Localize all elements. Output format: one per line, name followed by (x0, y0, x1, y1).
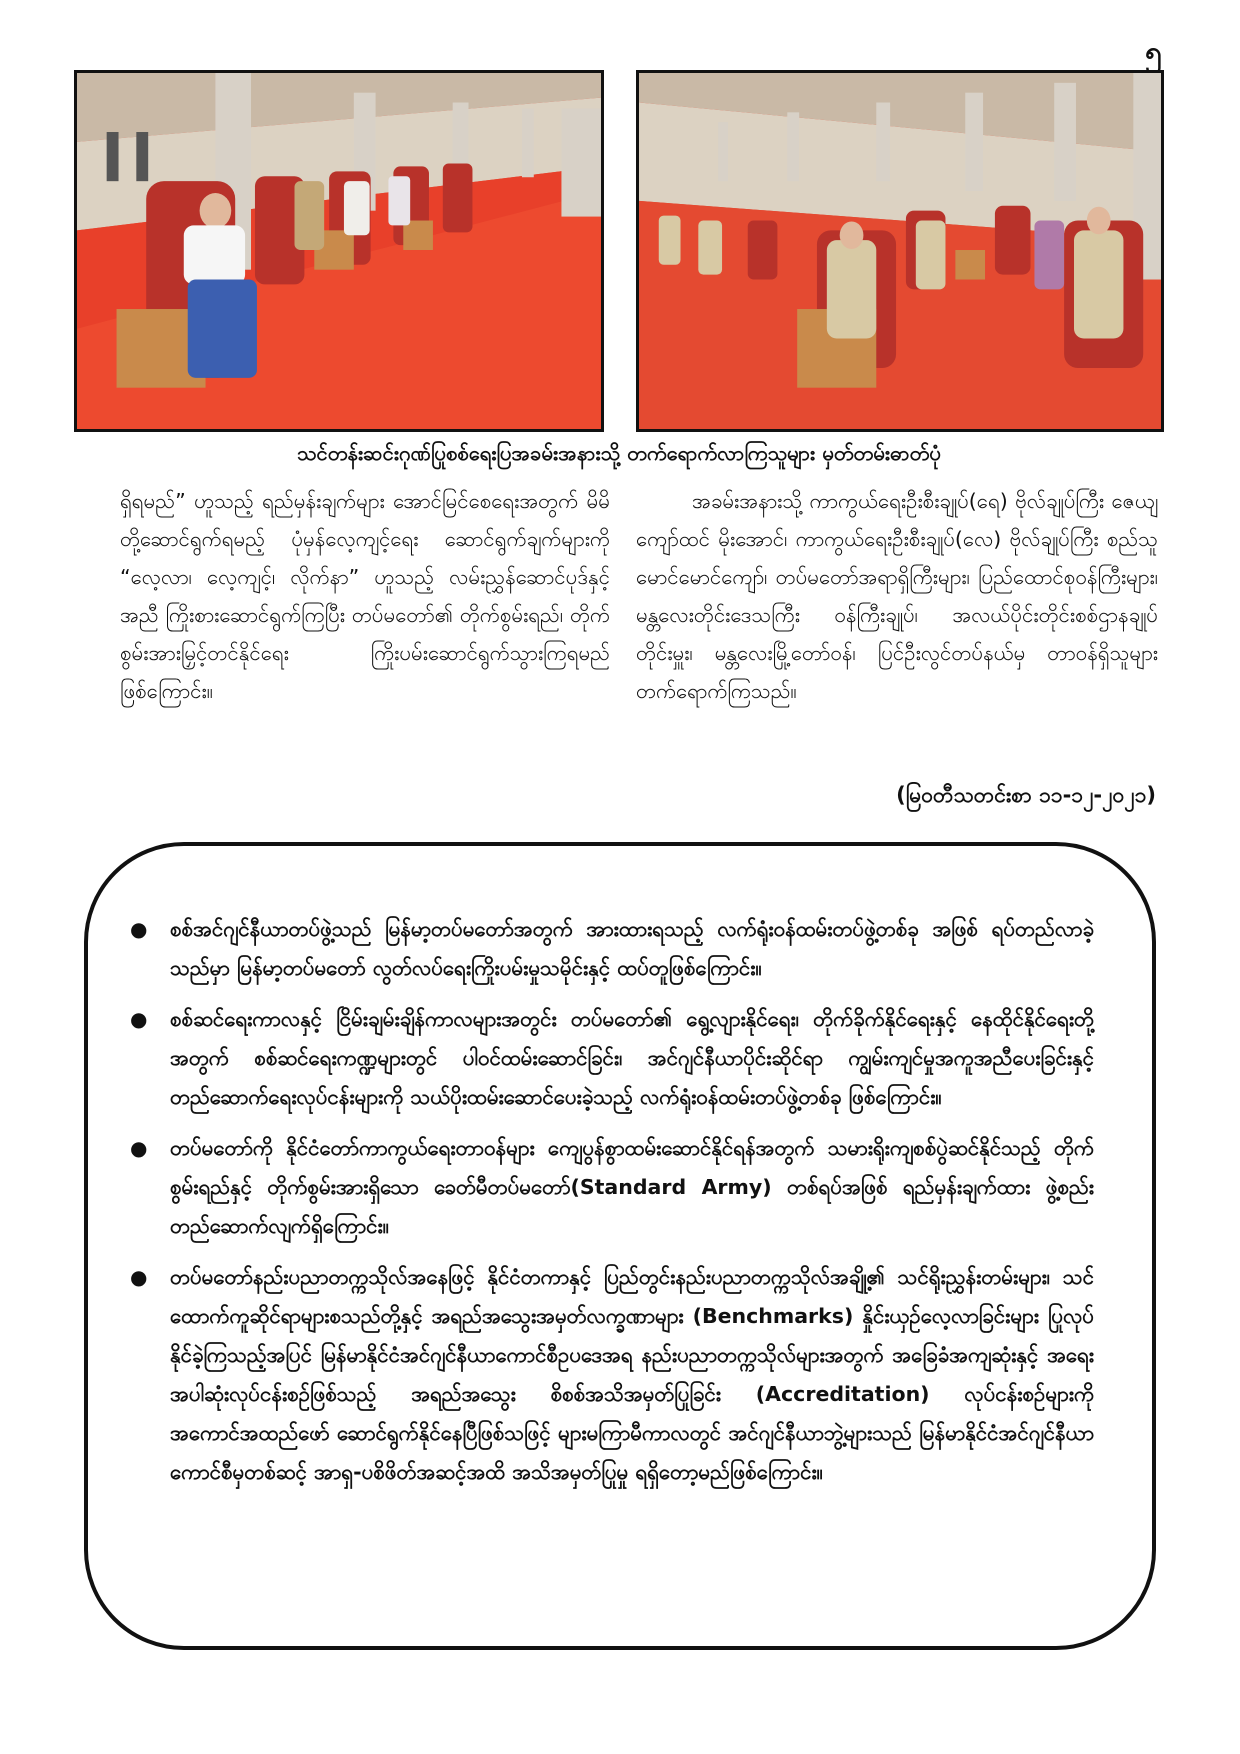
ceremony-seated-guests-photo (77, 73, 601, 429)
ceremony-photo-left (74, 70, 604, 432)
article-source: (မြဝတီသတင်းစာ ၁၁-၁၂-၂၀၂၁) (896, 783, 1156, 807)
ceremony-seated-officers-photo (639, 73, 1161, 429)
photo-caption: သင်တန်းဆင်းဂုဏ်ပြုစစ်ရေးပြအခမ်းအနားသို့ တက်ရောက်လာကြသူများ မှတ်တမ်းဓာတ်ပုံ (297, 441, 941, 465)
bullet-icon: ● (130, 1265, 148, 1289)
highlight-item (130, 1129, 1094, 1246)
article-paragraph-right: အခမ်းအနားသို့ ကာကွယ်ရေးဦးစီးချုပ်(ရေ) ဗိုလ်ချုပ်ကြီး ဇေယျကျော်ထင် မိုးအောင်၊ ကာကွယ်ရေးဦးစီးချုပ်(လေ) ဗိုလ်ချုပ်ကြီး စည်သူ မောင်မောင်ကျော်၊ တပ်မတော်အရာရှိကြီးများ၊ ပြည်ထောင်စုဝန်ကြီးများ၊ မန္တလေးတိုင်းဒေသကြီး ဝန်ကြီးချုပ်၊ အလယ်ပိုင်းတိုင်းစစ်ဌာနချုပ် တိုင်းမှူး၊ မန္တလေးမြို့တော်ဝန်၊ ပြင်ဦးလွင်တပ်နယ်မှ တာဝန်ရှိသူများ တက်ရောက်ကြသည်။ (636, 489, 1158, 703)
article-left-column (120, 482, 610, 710)
highlight-text: စစ်ဆင်ရေးကာလနှင့် ငြိမ်းချမ်းချိန်ကာလများအတွင်း တပ်မတော်၏ ရွေ့လျားနိုင်ရေး၊ တိုက်ခိုက်နိုင်ရေးနှင့် နေထိုင်နိုင်ရေးတို့အတွက် စစ်ဆင်ရေးကဏ္ဍများတွင် ပါဝင်ထမ်းဆောင်ခြင်း၊ အင်ဂျင်နီယာပိုင်းဆိုင်ရာ ကျွမ်းကျင်မှုအကူအညီပေးခြင်းနှင့် တည်ဆောက်ရေးလုပ်ငန်းများကို သယ်ပိုးထမ်းဆောင်ပေးခဲ့သည့် လက်ရုံးဝန်ထမ်းတပ်ဖွဲ့တစ်ခု ဖြစ်ကြောင်း။ (170, 1007, 1094, 1109)
article-right-column (636, 482, 1158, 710)
highlight-text: တပ်မတော်နည်းပညာတက္ကသိုလ်အနေဖြင့် နိုင်ငံတကာနှင့် ပြည်တွင်းနည်းပညာတက္ကသိုလ်အချို့၏ သင်ရိုးညွှန်းတမ်းများ၊ သင်ထောက်ကူဆိုင်ရာများစသည်တို့နှင့် အရည်အသွေးအမှတ်လက္ခဏာများ (Benchmarks) နှိုင်းယှဉ်လေ့လာခြင်းများ ပြုလုပ်နိုင်ခဲ့ကြသည့်အပြင် မြန်မာနိုင်ငံအင်ဂျင်နီယာကောင်စီဥပဒေအရ နည်းပညာတက္ကသိုလ်များအတွက် အခြေခံအကျဆုံးနှင့် အရေးအပါဆုံးလုပ်ငန်းစဉ်ဖြစ်သည့် အရည်အသွေး စိစစ်အသိအမှတ်ပြုခြင်း (Accreditation) လုပ်ငန်းစဉ်များကို အကောင်အထည်ဖော် ဆောင်ရွက်နိုင်နေပြီဖြစ်သဖြင့် များမကြာမီကာလတွင် အင်ဂျင်နီယာဘွဲ့များသည် မြန်မာနိုင်ငံအင်ဂျင်နီယာကောင်စီမှတစ်ဆင့် အာရှ-ပစိဖိတ်အဆင့်အထိ အသိအမှတ်ပြုမှု ရရှိတော့မည်ဖြစ်ကြောင်း။ (170, 1265, 1094, 1484)
highlight-item (130, 1258, 1094, 1492)
bullet-icon: ● (130, 1007, 148, 1031)
bullet-icon: ● (130, 917, 148, 941)
highlight-text: တပ်မတော်ကို နိုင်ငံတော်ကာကွယ်ရေးတာဝန်များ ကျေပွန်စွာထမ်းဆောင်နိုင်ရန်အတွက် သမားရိုးကျစစ်ပွဲဆင်နိုင်သည့် တိုက်စွမ်းရည်နှင့် တိုက်စွမ်းအားရှိသော ခေတ်မီတပ်မတော်(Standard Army) တစ်ရပ်အဖြစ် ရည်မှန်းချက်ထား ဖွဲ့စည်းတည်ဆောက်လျက်ရှိကြောင်း။ (170, 1136, 1094, 1238)
highlight-item (130, 1000, 1094, 1117)
highlight-text: စစ်အင်ဂျင်နီယာတပ်ဖွဲ့သည် မြန်မာ့တပ်မတော်အတွက် အားထားရသည့် လက်ရုံးဝန်ထမ်းတပ်ဖွဲ့တစ်ခု အဖြစ် ရပ်တည်လာခဲ့သည်မှာ မြန်မာ့တပ်မတော် လွတ်လပ်ရေးကြိုးပမ်းမှုသမိုင်းနှင့် ထပ်တူဖြစ်ကြောင်း။ (170, 917, 1094, 980)
highlights-box (84, 842, 1156, 1650)
page-number: ၅ (1145, 35, 1162, 70)
highlights-list (130, 910, 1094, 1504)
bullet-icon: ● (130, 1136, 148, 1160)
ceremony-photo-right (636, 70, 1164, 432)
highlight-item (130, 910, 1094, 988)
article-paragraph-left: ရှိရမည်” ဟူသည့် ရည်မှန်းချက်များ အောင်မြင်စေရေးအတွက် မိမိတို့ဆောင်ရွက်ရမည့် ပုံမှန်လေ့ကျင့်ရေး ဆောင်ရွက်ချက်များကို “လေ့လာ၊ လေ့ကျင့်၊ လိုက်နာ” ဟူသည့် လမ်းညွှန်ဆောင်ပုဒ်နှင့်အညီ ကြိုးစားဆောင်ရွက်ကြပြီး တပ်မတော်၏ တိုက်စွမ်းရည်၊ တိုက်စွမ်းအားမြှင့်တင်နိုင်ရေး ကြိုးပမ်းဆောင်ရွက်သွားကြရမည်ဖြစ်ကြောင်း။ (120, 489, 610, 703)
